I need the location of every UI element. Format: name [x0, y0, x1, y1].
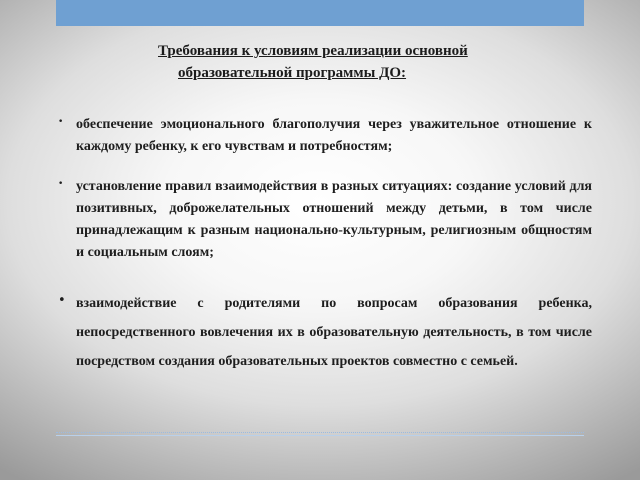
- slide-title: [120, 40, 540, 84]
- list-item-3: взаимодействие с родителями по вопросам образования ребенка, непосредственного вовлечения их в образовательную деятельность, в том числе посредством создания образовательных проектов совместно с семьей.: [76, 296, 592, 369]
- slide-title-line-2: образовательной программы ДО:: [178, 65, 407, 81]
- top-accent-bar: [56, 0, 584, 26]
- list-item-1: обеспечение эмоционального благополучия через уважительное отношение к каждому ребенку, к его чувствам и потребностям;: [76, 117, 592, 154]
- bullet-marker: •: [58, 293, 66, 308]
- slide-title-line-1: Требования к условиям реализации основной: [158, 43, 468, 59]
- bullet-marker: •: [58, 179, 64, 189]
- list-item-2: установление правил взаимодействия в разных ситуациях: создание условий для позитивных, доброжелательных отношений между детьми, в том числе принадлежащим к разным национально-культурным, религиозным общностям и социальным слоям;: [76, 179, 592, 260]
- bullet-marker: •: [58, 117, 64, 127]
- bottom-divider-line: [56, 435, 584, 436]
- bottom-divider: [56, 432, 584, 433]
